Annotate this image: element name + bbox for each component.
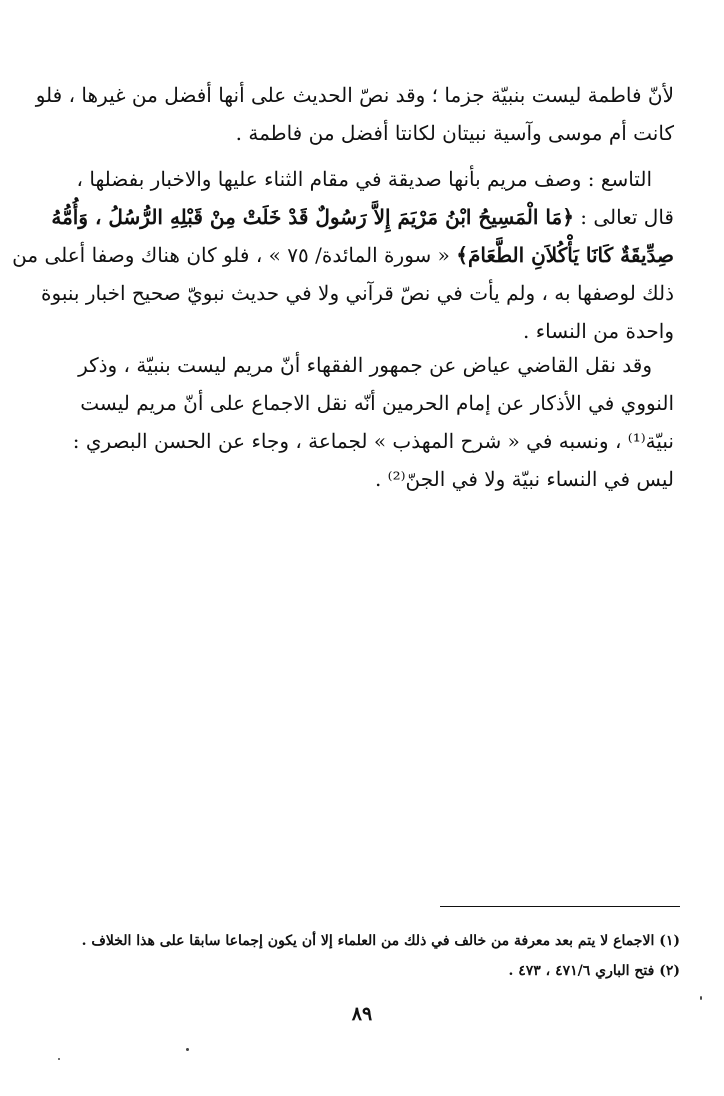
scan-speck	[700, 996, 702, 1000]
footnote-2: (٢) فتح الباري ٤٧١/٦ ، ٤٧٣ .	[508, 963, 680, 979]
paragraph-3	[72, 346, 674, 498]
text-line: نبيّة⁽¹⁾ ، ونسبه في « شرح المهذب » لجماعة ، وجاء عن الحسن البصري :	[72, 429, 674, 453]
text-line: النووي في الأذكار عن إمام الحرمين أنّه نقل الاجماع على أنّ مريم ليست	[80, 391, 674, 415]
text-line: كانت أم موسى وآسية نبيتان لكانتا أفضل من فاطمة .	[235, 121, 674, 145]
footnote-divider	[440, 906, 680, 907]
text-line: واحدة من النساء .	[523, 319, 674, 343]
scan-speck	[58, 1058, 60, 1060]
footnote-1: (١) الاجماع لا يتم بعد معرفة من خالف في ذلك من العلماء إلا أن يكون إجماعا سابقا على هذا الخلاف .	[81, 933, 680, 949]
text-line: لأنّ فاطمة ليست بنبيّة جزما ؛ وقد نصّ الحديث على أنها أفضل من غيرها ، فلو	[35, 83, 674, 107]
text-line	[51, 198, 674, 236]
text-line: ليس في النساء نبيّة ولا في الجنّ⁽²⁾ .	[374, 467, 674, 491]
page-number: ٨٩	[351, 1003, 373, 1025]
quran-verse: صِدِّيقَةٌ كَانَا يَأْكُلاَنِ الطَّعَامَ﴾	[456, 243, 674, 267]
footnotes	[81, 926, 680, 986]
text-line	[12, 236, 674, 274]
verse-intro: قال تعالى :	[573, 205, 674, 229]
paragraph-2	[12, 160, 674, 350]
text-line: وقد نقل القاضي عياض عن جمهور الفقهاء أنّ مريم ليست بنبيّة ، وذكر	[78, 353, 652, 377]
scan-speck	[186, 1048, 189, 1051]
text-line: التاسع : وصف مريم بأنها صديقة في مقام الثناء عليها والاخبار بفضلها ،	[76, 167, 652, 191]
verse-reference: « سورة المائدة/ ٧٥ » ، فلو كان هناك وصفا أعلى من	[12, 243, 457, 267]
text-line: ذلك لوصفها به ، ولم يأت في نصّ قرآني ولا في حديث نبويّ صحيح اخبار بنبوة	[41, 281, 674, 305]
paragraph-1	[35, 76, 674, 152]
quran-verse: ﴿مَا الْمَسِيحُ ابْنُ مَرْيَمَ إِلاَّ رَسُولٌ قَدْ خَلَتْ مِنْ قَبْلِهِ الرُّسُلُ ، وَأُمُّهُ	[51, 205, 574, 229]
